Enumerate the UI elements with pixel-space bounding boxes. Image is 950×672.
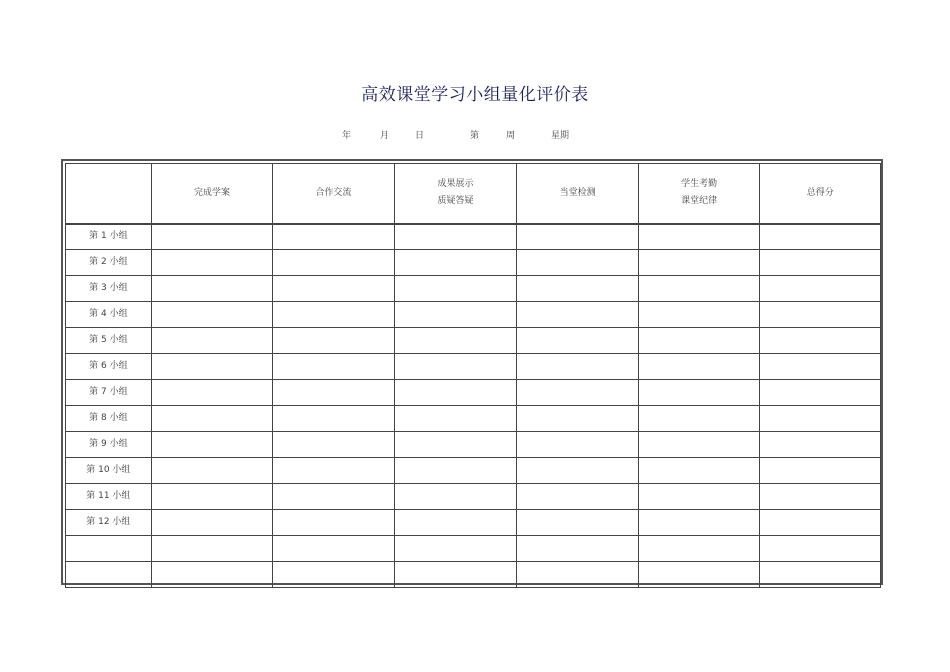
evaluation-table-frame (61, 159, 883, 585)
score-cell[interactable] (638, 562, 760, 588)
table-row (66, 250, 881, 276)
score-cell[interactable] (760, 510, 881, 536)
score-cell[interactable] (394, 562, 517, 588)
score-cell[interactable] (638, 354, 760, 380)
score-cell[interactable] (760, 250, 881, 276)
score-cell[interactable] (151, 536, 273, 562)
score-cell[interactable] (151, 432, 273, 458)
score-cell[interactable] (151, 302, 273, 328)
header-label-line2: 质疑答疑 (437, 196, 474, 207)
year-label: 年 (342, 131, 352, 141)
ordinal-label: 第 (470, 131, 480, 141)
score-cell[interactable] (760, 536, 881, 562)
score-cell[interactable] (638, 380, 760, 406)
score-cell[interactable] (394, 458, 517, 484)
score-cell[interactable] (760, 432, 881, 458)
score-cell[interactable] (151, 562, 273, 588)
table-row (66, 380, 881, 406)
evaluation-table (65, 163, 881, 588)
score-cell[interactable] (638, 250, 760, 276)
group-label-cell (66, 536, 152, 562)
score-cell[interactable] (517, 250, 639, 276)
score-cell[interactable] (638, 536, 760, 562)
score-cell[interactable] (517, 406, 639, 432)
score-cell[interactable] (517, 536, 639, 562)
score-cell[interactable] (517, 276, 639, 302)
score-cell[interactable] (273, 354, 395, 380)
table-row (66, 406, 881, 432)
header-cell (517, 164, 639, 224)
score-cell[interactable] (517, 484, 639, 510)
score-cell[interactable] (760, 354, 881, 380)
score-cell[interactable] (273, 406, 395, 432)
score-cell[interactable] (151, 510, 273, 536)
table-row (66, 354, 881, 380)
score-cell[interactable] (638, 458, 760, 484)
score-cell[interactable] (394, 224, 517, 250)
group-label-cell: 第 1 小组 (66, 224, 152, 250)
score-cell[interactable] (394, 354, 517, 380)
table-row (66, 276, 881, 302)
header-cell (760, 164, 881, 224)
score-cell[interactable] (517, 380, 639, 406)
score-cell[interactable] (151, 328, 273, 354)
score-cell[interactable] (394, 250, 517, 276)
header-cell (151, 164, 273, 224)
header-label: 当堂检测 (559, 187, 596, 198)
weekday-label: 星期 (551, 131, 570, 141)
score-cell[interactable] (151, 250, 273, 276)
score-cell[interactable] (638, 276, 760, 302)
group-label-cell: 第 2 小组 (66, 250, 152, 276)
header-cell (394, 164, 517, 224)
score-cell[interactable] (394, 406, 517, 432)
header-label: 学生考勤 (681, 179, 718, 190)
table-row (66, 432, 881, 458)
header-cell (66, 164, 152, 224)
score-cell[interactable] (273, 458, 395, 484)
score-cell[interactable] (517, 458, 639, 484)
score-cell[interactable] (273, 276, 395, 302)
table-row (66, 328, 881, 354)
score-cell[interactable] (394, 484, 517, 510)
group-label-cell: 第 11 小组 (66, 484, 152, 510)
score-cell[interactable] (760, 276, 881, 302)
score-cell[interactable] (273, 224, 395, 250)
header-cell (273, 164, 395, 224)
score-cell[interactable] (638, 432, 760, 458)
score-cell[interactable] (760, 484, 881, 510)
score-cell[interactable] (151, 354, 273, 380)
header-label-line2: 课堂纪律 (681, 196, 718, 207)
score-cell[interactable] (638, 224, 760, 250)
score-cell[interactable] (517, 432, 639, 458)
score-cell[interactable] (151, 484, 273, 510)
table-row (66, 224, 881, 250)
score-cell[interactable] (273, 562, 395, 588)
score-cell[interactable] (638, 328, 760, 354)
score-cell[interactable] (151, 380, 273, 406)
score-cell[interactable] (151, 458, 273, 484)
group-label-cell: 第 7 小组 (66, 380, 152, 406)
group-label-cell: 第 9 小组 (66, 432, 152, 458)
group-label-cell: 第 3 小组 (66, 276, 152, 302)
score-cell[interactable] (151, 276, 273, 302)
header-label: 总得分 (806, 187, 834, 198)
month-label: 月 (380, 131, 390, 141)
group-label-cell: 第 5 小组 (66, 328, 152, 354)
table-row (66, 562, 881, 588)
score-cell[interactable] (273, 432, 395, 458)
score-cell[interactable] (638, 510, 760, 536)
score-cell[interactable] (394, 510, 517, 536)
score-cell[interactable] (760, 380, 881, 406)
group-label-cell: 第 12 小组 (66, 510, 152, 536)
score-cell[interactable] (760, 328, 881, 354)
score-cell[interactable] (517, 224, 639, 250)
score-cell[interactable] (760, 562, 881, 588)
group-label-cell: 第 4 小组 (66, 302, 152, 328)
score-cell[interactable] (638, 302, 760, 328)
score-cell[interactable] (151, 406, 273, 432)
score-cell[interactable] (517, 510, 639, 536)
score-cell[interactable] (394, 276, 517, 302)
table-row (66, 510, 881, 536)
table-row (66, 484, 881, 510)
day-label: 日 (415, 131, 425, 141)
score-cell[interactable] (638, 406, 760, 432)
score-cell[interactable] (760, 224, 881, 250)
header-cell (638, 164, 760, 224)
score-cell[interactable] (151, 224, 273, 250)
group-label-cell: 第 10 小组 (66, 458, 152, 484)
score-cell[interactable] (517, 354, 639, 380)
group-label-cell: 第 8 小组 (66, 406, 152, 432)
score-cell[interactable] (273, 380, 395, 406)
header-label: 合作交流 (315, 187, 352, 198)
header-row (66, 164, 881, 224)
score-cell[interactable] (638, 484, 760, 510)
score-cell[interactable] (517, 562, 639, 588)
score-cell[interactable] (273, 250, 395, 276)
score-cell[interactable] (394, 380, 517, 406)
score-cell[interactable] (273, 536, 395, 562)
score-cell[interactable] (517, 328, 639, 354)
score-cell[interactable] (760, 458, 881, 484)
header-label: 成果展示 (437, 179, 474, 190)
score-cell[interactable] (394, 432, 517, 458)
table-row (66, 536, 881, 562)
table-row (66, 458, 881, 484)
group-label-cell (66, 562, 152, 588)
header-label: 完成学案 (193, 187, 230, 198)
score-cell[interactable] (760, 302, 881, 328)
score-cell[interactable] (273, 510, 395, 536)
score-cell[interactable] (394, 328, 517, 354)
date-line (0, 128, 950, 142)
group-label-cell: 第 6 小组 (66, 354, 152, 380)
score-cell[interactable] (273, 302, 395, 328)
score-cell[interactable] (273, 484, 395, 510)
page-title: 高效课堂学习小组量化评价表 (361, 85, 589, 105)
table-row (66, 302, 881, 328)
score-cell[interactable] (517, 302, 639, 328)
score-cell[interactable] (273, 328, 395, 354)
score-cell[interactable] (394, 536, 517, 562)
week-label: 周 (506, 131, 516, 141)
score-cell[interactable] (394, 302, 517, 328)
score-cell[interactable] (760, 406, 881, 432)
